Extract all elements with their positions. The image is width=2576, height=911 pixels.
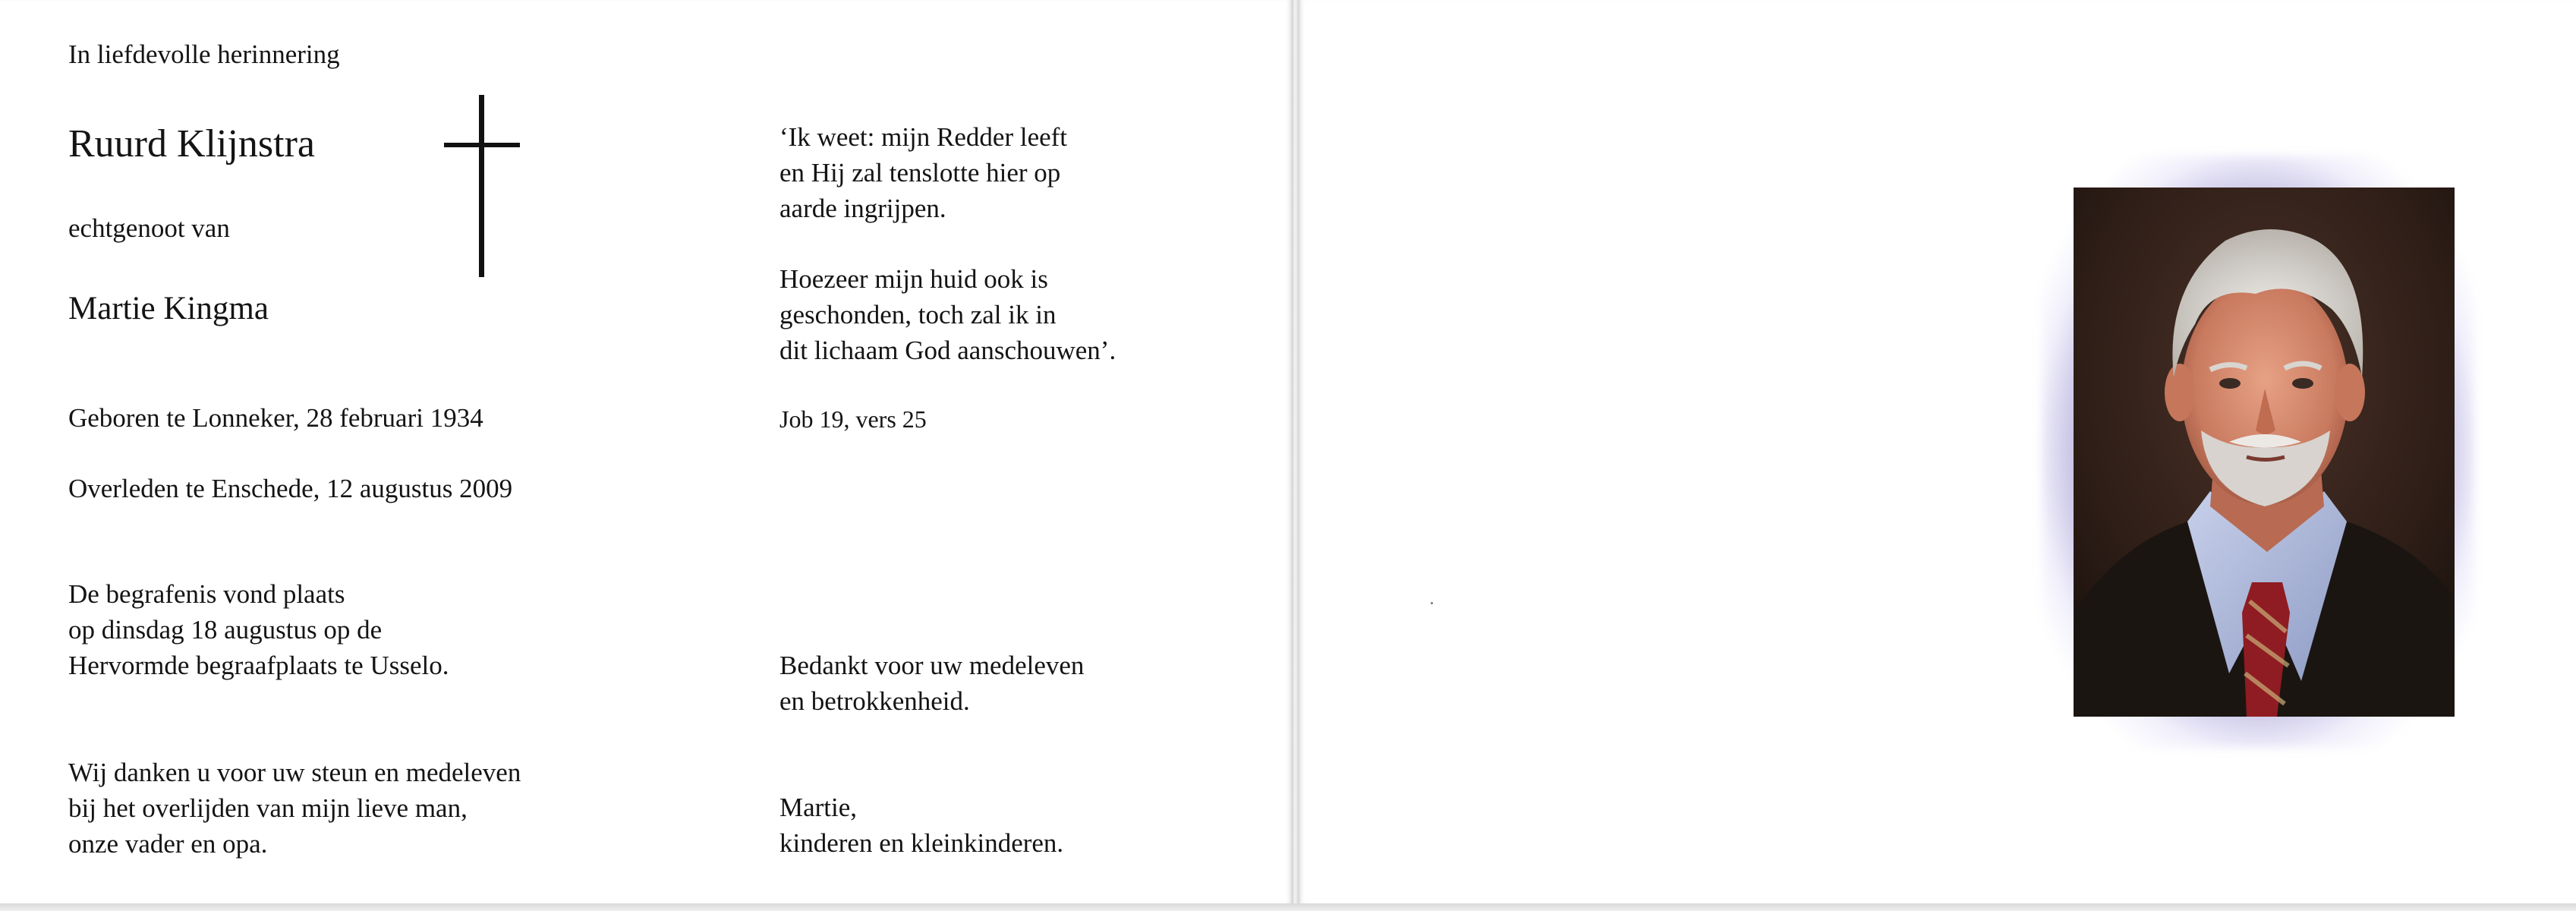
deceased-name: Ruurd Klijnstra — [68, 122, 315, 165]
birth-info: Geboren te Lonneker, 28 februari 1934 — [68, 403, 483, 433]
signature: Martie, kinderen en kleinkinderen. — [779, 793, 1064, 858]
portrait-photo — [2074, 188, 2455, 717]
bible-verse-part2: Hoezeer mijn huid ook is geschonden, toch zal ik in dit lichaam God aanschouwen’. — [779, 264, 1116, 365]
card-left-panel — [0, 0, 1292, 903]
verse-reference: Job 19, vers 25 — [779, 405, 927, 433]
thanks-message: Wij danken u voor uw steun en medeleven bij het overlijden van mijn lieve man, onze vader en opa. — [68, 758, 521, 859]
closing-thanks: Bedankt voor uw medeleven en betrokkenheid. — [779, 651, 1085, 716]
bible-verse-part1: ‘Ik weet: mijn Redder leeft en Hij zal tenslotte hier op aarde ingrijpen. — [779, 122, 1068, 223]
funeral-info: De begrafenis vond plaats op dinsdag 18 augustus op de Hervormde begraafplaats te Usselo. — [68, 579, 449, 680]
memorial-header: In liefdevolle herinnering — [68, 39, 340, 69]
relation-label: echtgenoot van — [68, 213, 230, 243]
death-info: Overleden te Enschede, 12 augustus 2009 — [68, 474, 513, 503]
bottom-edge — [0, 903, 2576, 911]
spouse-name: Martie Kingma — [68, 291, 269, 326]
cross-icon — [444, 95, 520, 277]
card-fold — [1292, 0, 1299, 911]
paper-speck — [1431, 602, 1433, 604]
